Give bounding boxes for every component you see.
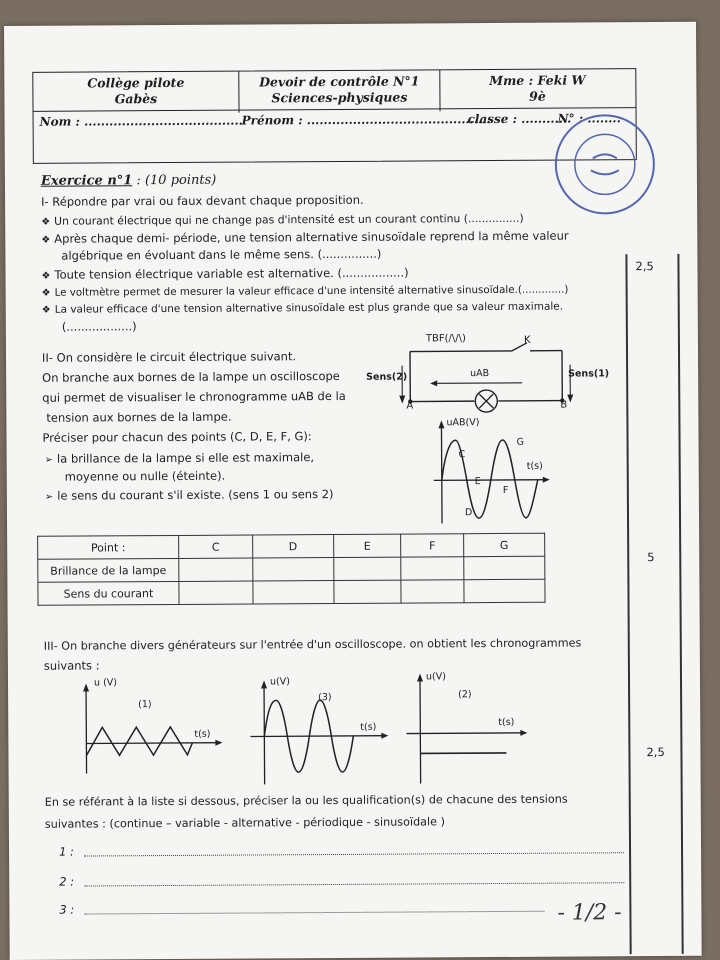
- exercise-points: : (10 points): [136, 172, 217, 189]
- uab-axis-label: uAB(V): [446, 417, 480, 429]
- prop-2-cont: algébrique en évoluant dans le même sens. (...............): [61, 246, 382, 263]
- answer-cell[interactable]: [179, 558, 253, 581]
- uab-label: uAB: [470, 368, 490, 380]
- chart2-ylabel: u(V): [425, 671, 446, 683]
- switch-k-label: K: [523, 334, 531, 346]
- answer-line-3[interactable]: [84, 911, 544, 915]
- table-row: [38, 556, 545, 582]
- prop-text: Le voltmètre permet de mesurer la valeur efficace d'une intensité alternative sinusoïdale.(.............): [54, 283, 569, 299]
- part2-line: Préciser pour chacun des points (C, D, E, F, G):: [42, 429, 312, 445]
- table-header: D: [253, 534, 334, 557]
- margin-line: [625, 254, 631, 954]
- prop-2: ❖ Après chaque demi- période, une tension alternative sinusoïdale reprend la même valeur: [41, 228, 569, 246]
- prop-1: ❖ Un courant électrique qui ne change pas d'intensité est un courant continu (...............): [41, 211, 524, 228]
- table-row: [38, 579, 545, 605]
- answer-cell[interactable]: [334, 580, 402, 603]
- prop-5: ❖ La valeur efficace d'une tension alternative sinusoïdale est plus grande que sa valeur maximale.: [41, 300, 564, 316]
- part3-heading: III- On branche divers générateurs sur l'entrée d'un oscilloscope. on obtient les chronogrammes: [43, 636, 582, 653]
- sens2-label: Sens(2): [366, 371, 408, 383]
- header-box: [32, 68, 637, 164]
- class-level: 9è: [529, 88, 546, 104]
- answer-cell[interactable]: [333, 557, 401, 580]
- school-name: Collège pilote: [87, 74, 185, 91]
- time-axis-label: t(s): [526, 460, 543, 472]
- part2-line: qui permet de visualiser le chronogramme uAB de la: [42, 388, 346, 405]
- answer-cell[interactable]: [464, 556, 545, 579]
- exam-title: Devoir de contrôle N°1: [259, 73, 420, 90]
- answer-cell[interactable]: [401, 557, 464, 580]
- node-a-label: A: [406, 400, 414, 412]
- chart1-number: (1): [138, 699, 152, 711]
- answer-cell[interactable]: [464, 579, 545, 602]
- chart3-number: (3): [318, 692, 332, 704]
- exam-subject: Sciences-physiques: [271, 89, 408, 106]
- score-part2: 5: [647, 550, 655, 565]
- uab-chronogram: [421, 418, 552, 529]
- part2-item-1: ➢ la brillance de la lampe si elle est maximale,: [44, 450, 315, 466]
- page-number: - 1/2 -: [557, 900, 622, 926]
- chart2-number: (2): [458, 689, 472, 701]
- school-stamp: [555, 114, 656, 215]
- item-text: la brillance de la lampe si elle est maximale,: [56, 450, 315, 466]
- part2-line: II- On considère le circuit électrique suivant.: [41, 349, 297, 365]
- prop-3: ❖ Toute tension électrique variable est alternative. (.................): [41, 265, 409, 282]
- part2-item-2: ➢ le sens du courant s'il existe. (sens 1 ou sens 2): [44, 486, 334, 503]
- answer-label-1: 1 :: [59, 844, 74, 859]
- answer-cell[interactable]: [253, 557, 334, 580]
- answer-line-1[interactable]: [84, 852, 624, 856]
- part3-subheading: suivants :: [43, 658, 100, 673]
- stamp-seal-icon: [557, 116, 654, 213]
- point-f-label: F: [502, 484, 509, 496]
- exercise-title: [41, 173, 216, 189]
- table-header-row: [38, 533, 545, 559]
- row-label-sens: Sens du courant: [38, 581, 179, 605]
- prop-4: ❖ Le voltmètre permet de mesurer la valeur efficace d'une intensité alternative sinusoïdale.(.............): [41, 283, 569, 299]
- school-cell: [33, 72, 239, 114]
- teacher-name: Mme : Feki W: [489, 72, 586, 89]
- chart1-xlabel: t(s): [194, 728, 211, 740]
- margin-line-right: [677, 254, 683, 954]
- score-part3: 2,5: [646, 744, 665, 760]
- table-header: Point :: [38, 535, 179, 559]
- answer-line-2[interactable]: [84, 882, 624, 886]
- part2-line: On branche aux bornes de la lampe un oscilloscope: [42, 368, 340, 385]
- exam-cell: [239, 70, 440, 112]
- student-info-row: [34, 107, 636, 134]
- sens1-label: Sens(1): [568, 368, 610, 380]
- part2-line: tension aux bornes de la lampe.: [46, 409, 232, 425]
- answer-label-2: 2 :: [59, 874, 75, 889]
- teacher-cell: [440, 69, 634, 111]
- answer-table: [37, 533, 545, 606]
- prop-text: La valeur efficace d'une tension alternative sinusoïdale est plus grande que sa valeur maximale.: [54, 300, 564, 316]
- chronogram-1: [74, 677, 225, 778]
- score-part1: 2,5: [635, 259, 654, 274]
- table-header: C: [179, 535, 253, 558]
- tbf-label: TBF(/\/\): [425, 333, 466, 345]
- exam-sheet: [4, 22, 702, 960]
- prop-5-cont: (..................): [61, 319, 137, 334]
- nom-field[interactable]: Nom : ......................................: [39, 113, 243, 129]
- point-g-label: G: [516, 436, 524, 448]
- chart2-xlabel: t(s): [498, 716, 515, 728]
- item-text: le sens du courant s'il existe. (sens 1 ou sens 2): [57, 486, 334, 503]
- classe-field[interactable]: classe : ............: [467, 111, 572, 127]
- part3-question: En se référant à la liste si dessous, préciser la ou les qualification(s) de chacune des tensions: [44, 792, 568, 809]
- exercise-number: Exercice n°1: [40, 173, 133, 189]
- answer-cell[interactable]: [179, 581, 253, 604]
- part3-options: suivantes : (continue – variable - alternative - périodique - sinusoïdale ): [44, 815, 445, 831]
- prenom-field[interactable]: Prénom : ............................................: [241, 112, 491, 128]
- part2-item-1-cont: moyenne ou nulle (éteinte).: [64, 468, 226, 484]
- numero-field[interactable]: N° : ........: [557, 111, 621, 126]
- part1-heading: I- Répondre par vrai ou faux devant chaque proposition.: [41, 192, 364, 209]
- chart1-ylabel: u (V): [93, 677, 118, 689]
- prop-text: Toute tension électrique variable est alternative. (.................): [54, 265, 409, 282]
- point-c-label: C: [458, 449, 466, 461]
- school-city: Gabès: [114, 91, 158, 107]
- point-d-label: D: [464, 507, 473, 519]
- node-b-label: B: [560, 399, 568, 411]
- prop-text: Après chaque demi- période, une tension alternative sinusoïdale reprend la même valeur: [54, 228, 569, 246]
- answer-cell[interactable]: [253, 580, 334, 603]
- prop-text: Un courant électrique qui ne change pas d'intensité est un courant continu (...............): [54, 211, 524, 228]
- answer-label-3: 3 :: [59, 902, 75, 917]
- answer-cell[interactable]: [401, 580, 464, 603]
- point-e-label: E: [474, 476, 481, 488]
- table-header: G: [463, 533, 544, 556]
- table-header: F: [401, 534, 464, 557]
- table-header: E: [333, 534, 401, 557]
- chart3-ylabel: u(V): [269, 676, 290, 688]
- row-label-brillance: Brillance de la lampe: [38, 558, 179, 582]
- chart3-xlabel: t(s): [360, 721, 377, 733]
